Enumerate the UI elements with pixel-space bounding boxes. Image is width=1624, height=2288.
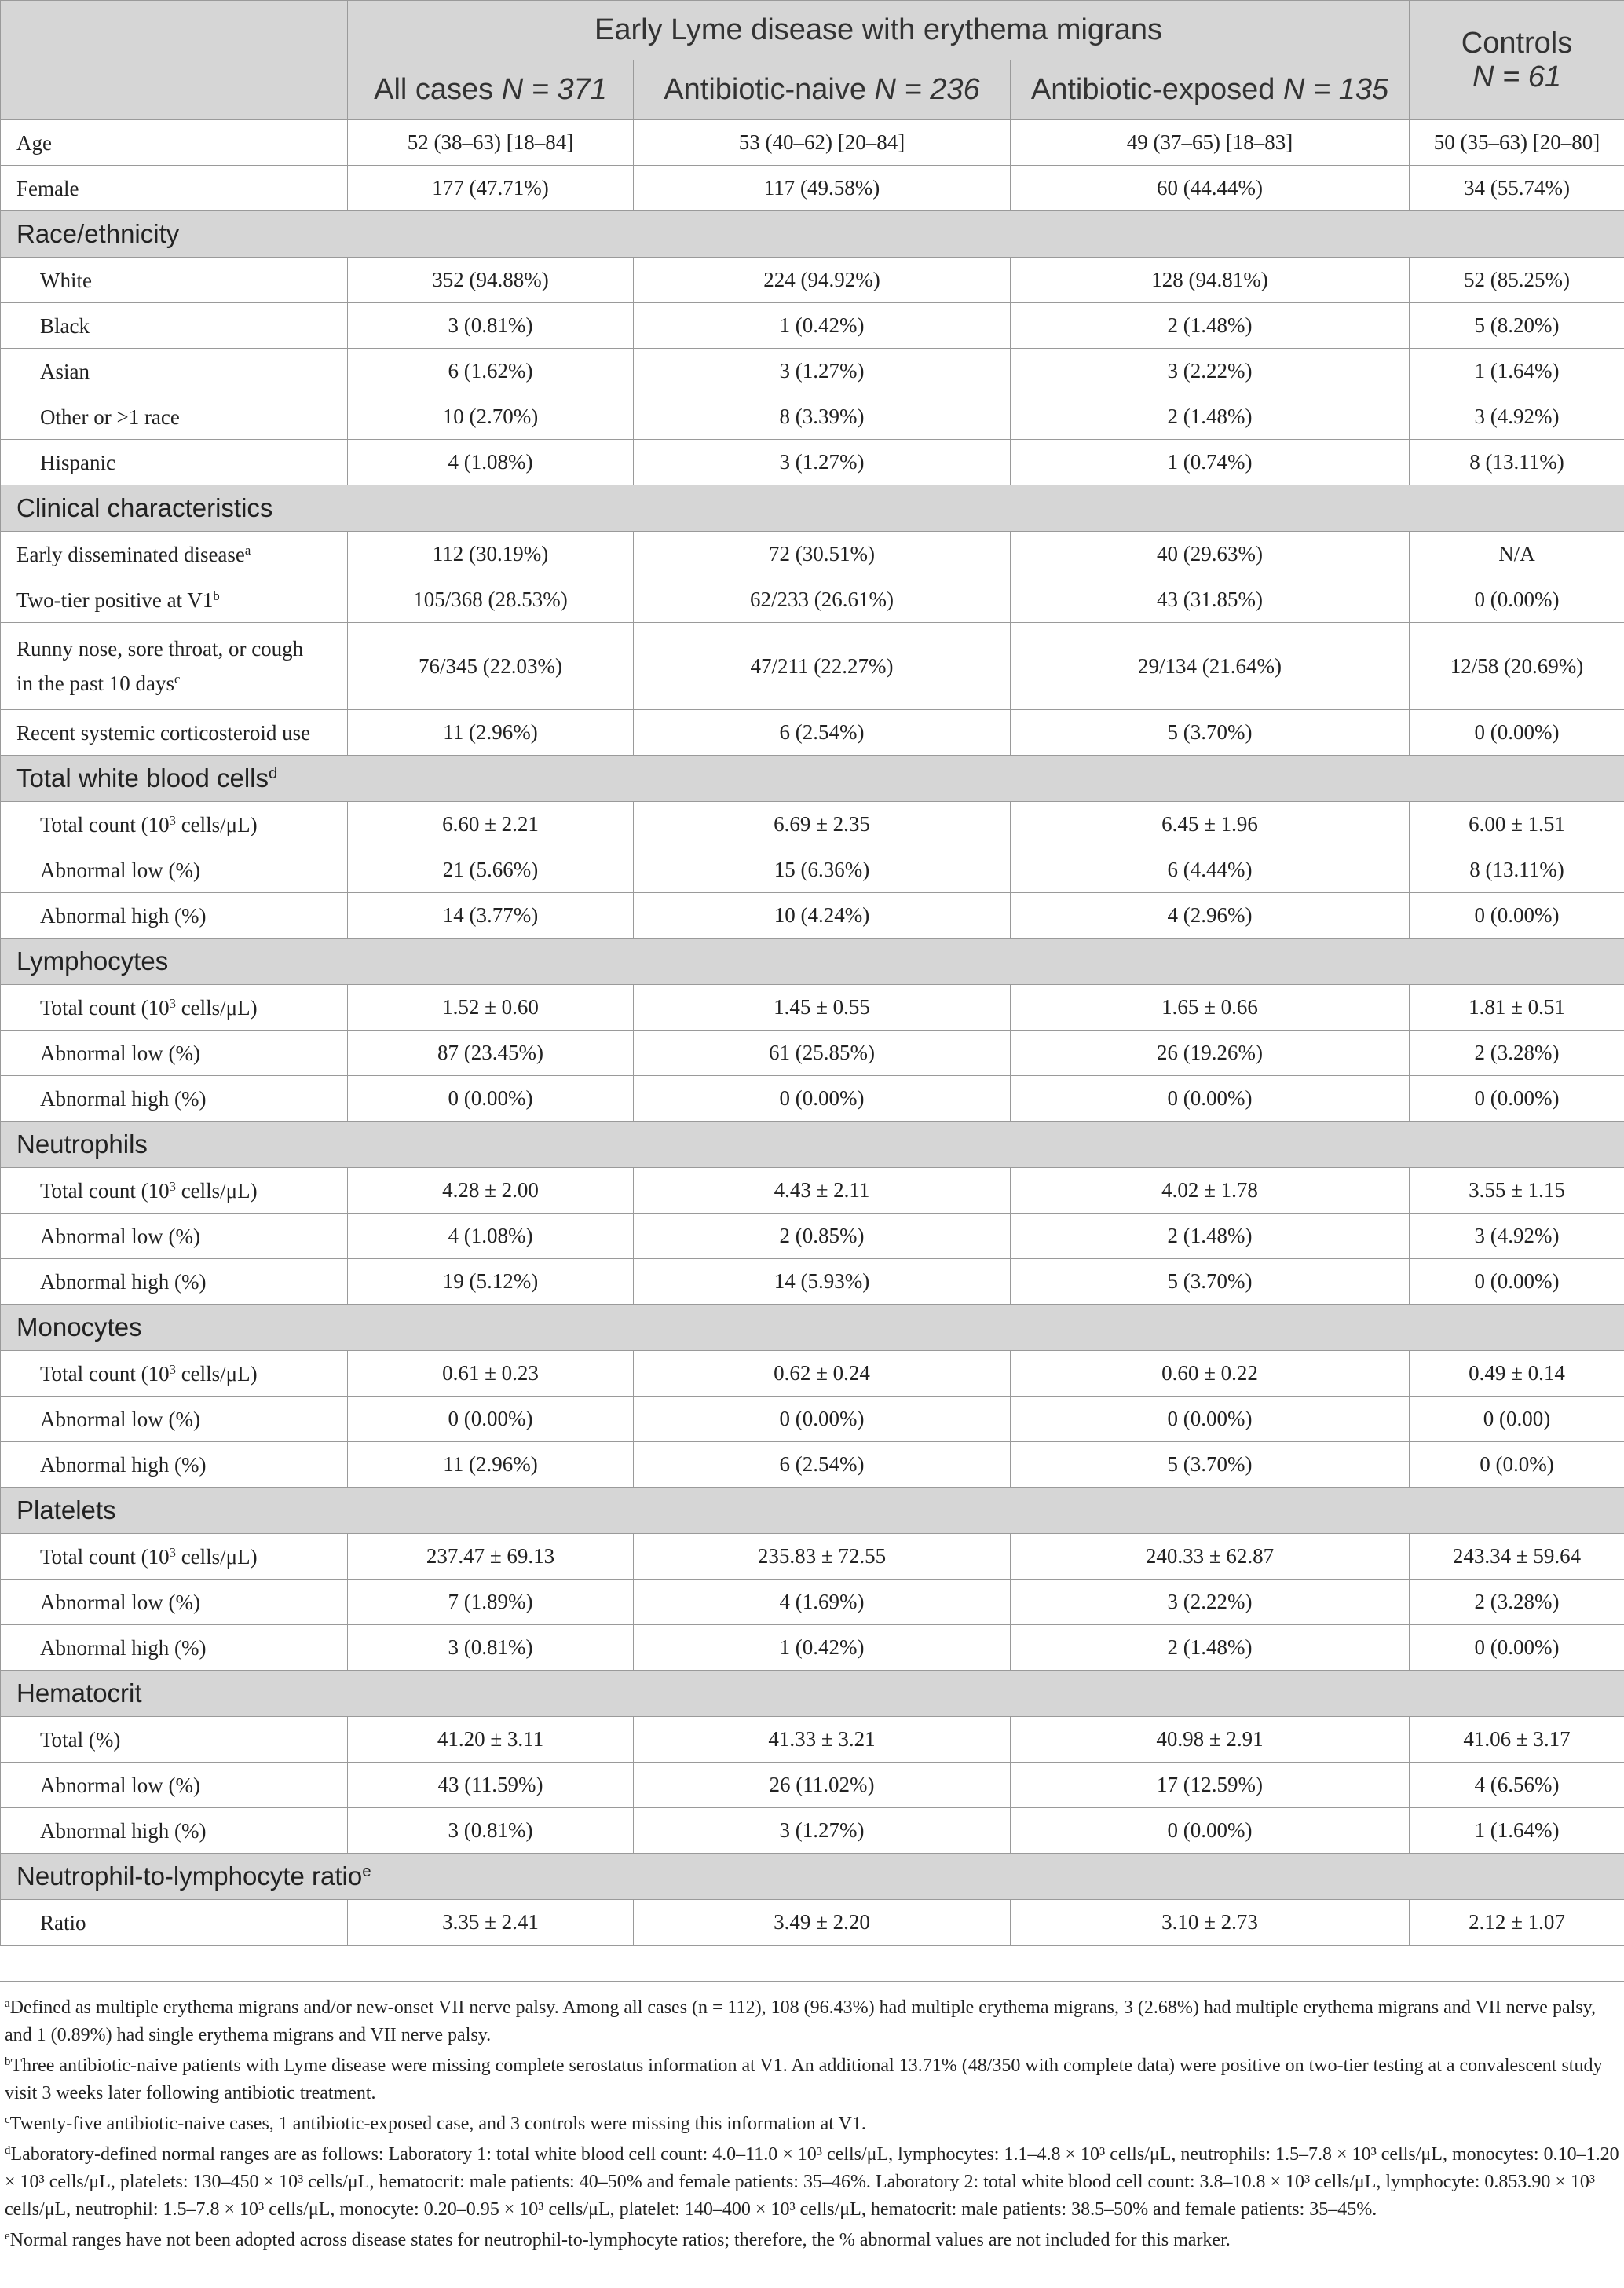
cell-all-cases: 76/345 (22.03%) — [348, 623, 634, 710]
cell-antibiotic-naive: 72 (30.51%) — [634, 532, 1011, 577]
cell-controls: 3.55 ± 1.15 — [1410, 1168, 1624, 1214]
row-label: White — [1, 258, 348, 303]
cell-controls: 0 (0.00%) — [1410, 577, 1624, 623]
cell-controls: 0 (0.0%) — [1410, 1442, 1624, 1488]
row-label: Abnormal low (%) — [1, 1397, 348, 1442]
cell-all-cases: 3 (0.81%) — [348, 303, 634, 349]
table-row — [1, 1351, 1624, 1397]
header-controls-n: N = 61 — [1472, 60, 1562, 93]
row-label: Two-tier positive at V1$^b$ — [1, 577, 348, 623]
section-title: Race/ethnicity — [1, 211, 1624, 258]
cell-all-cases: 105/368 (28.53%) — [348, 577, 634, 623]
table-footnotes — [0, 1981, 1624, 2257]
cell-antibiotic-exposed: 0 (0.00%) — [1011, 1397, 1410, 1442]
cell-antibiotic-exposed: 128 (94.81%) — [1011, 258, 1410, 303]
cell-antibiotic-exposed: 2 (1.48%) — [1011, 303, 1410, 349]
footnote-b: $^b$Three antibiotic-naive patients with Lyme disease were missing complete serostatus information at V1. An additional 13.71% (48/350 with complete data) were positive on two-tier testing at a convalescent study visit 3 weeks later following antibiotic treatment. — [5, 2055, 1603, 2103]
cell-all-cases: 21 (5.66%) — [348, 847, 634, 893]
cell-antibiotic-exposed: 29/134 (21.64%) — [1011, 623, 1410, 710]
cell-antibiotic-naive: 3.49 ± 2.20 — [634, 1900, 1011, 1946]
cell-all-cases: 14 (3.77%) — [348, 893, 634, 939]
footnote-a: $^a$Defined as multiple erythema migrans and/or new-onset VII nerve palsy. Among all cases (n = 112), 108 (96.43%) had multiple erythema migrans, 3 (2.68%) had multiple erythema migrans and VII nerve palsy, and 1 (0.89%) had single erythema migrans and VII nerve palsy. — [5, 1997, 1597, 2045]
row-label: Asian — [1, 349, 348, 394]
cell-antibiotic-exposed: 17 (12.59%) — [1011, 1763, 1410, 1808]
table-row — [1, 1808, 1624, 1854]
cell-all-cases: 19 (5.12%) — [348, 1259, 634, 1305]
cell-antibiotic-exposed: 0 (0.00%) — [1011, 1808, 1410, 1854]
table-row — [1, 623, 1624, 710]
cell-antibiotic-naive: 53 (40–62) [20–84] — [634, 120, 1011, 166]
cell-antibiotic-naive: 6 (2.54%) — [634, 710, 1011, 756]
footnote-e: $^e$Normal ranges have not been adopted across disease states for neutrophil-to-lymphocyte ratios; therefore, the % abnormal values are not included for this marker. — [5, 2229, 1231, 2250]
cell-all-cases: 237.47 ± 69.13 — [348, 1534, 634, 1580]
cell-antibiotic-naive: 62/233 (26.61%) — [634, 577, 1011, 623]
cell-controls: 8 (13.11%) — [1410, 440, 1624, 485]
cell-antibiotic-naive: 41.33 ± 3.21 — [634, 1717, 1011, 1763]
cell-all-cases: 4 (1.08%) — [348, 1214, 634, 1259]
cell-antibiotic-exposed: 4 (2.96%) — [1011, 893, 1410, 939]
cell-antibiotic-exposed: 1.65 ± 0.66 — [1011, 985, 1410, 1031]
header-controls — [1410, 1, 1624, 120]
cell-controls: 4 (6.56%) — [1410, 1763, 1624, 1808]
section-title: Clinical characteristics — [1, 485, 1624, 532]
section-title: Neutrophils — [1, 1122, 1624, 1168]
table-row — [1, 847, 1624, 893]
cell-controls: 2.12 ± 1.07 — [1410, 1900, 1624, 1946]
table-row — [1, 166, 1624, 211]
cell-antibiotic-naive: 10 (4.24%) — [634, 893, 1011, 939]
row-label: Abnormal low (%) — [1, 1580, 348, 1625]
cell-antibiotic-exposed: 240.33 ± 62.87 — [1011, 1534, 1410, 1580]
table-row — [1, 1534, 1624, 1580]
cell-antibiotic-exposed: 5 (3.70%) — [1011, 1259, 1410, 1305]
table-row — [1, 1580, 1624, 1625]
cell-antibiotic-exposed: 26 (19.26%) — [1011, 1031, 1410, 1076]
table-row — [1, 532, 1624, 577]
cell-antibiotic-exposed: 4.02 ± 1.78 — [1011, 1168, 1410, 1214]
cell-controls: 41.06 ± 3.17 — [1410, 1717, 1624, 1763]
cell-all-cases: 11 (2.96%) — [348, 1442, 634, 1488]
cell-all-cases: 7 (1.89%) — [348, 1580, 634, 1625]
cell-antibiotic-exposed: 60 (44.44%) — [1011, 166, 1410, 211]
cell-controls: 2 (3.28%) — [1410, 1031, 1624, 1076]
row-label: Abnormal high (%) — [1, 1442, 348, 1488]
table-row — [1, 440, 1624, 485]
cell-antibiotic-naive: 1.45 ± 0.55 — [634, 985, 1011, 1031]
section-header — [1, 756, 1624, 802]
cell-controls: 6.00 ± 1.51 — [1410, 802, 1624, 847]
cell-all-cases: 10 (2.70%) — [348, 394, 634, 440]
cell-controls: 0 (0.00%) — [1410, 1076, 1624, 1122]
cell-controls: 50 (35–63) [20–80] — [1410, 120, 1624, 166]
cell-all-cases: 0.61 ± 0.23 — [348, 1351, 634, 1397]
cell-controls: 243.34 ± 59.64 — [1410, 1534, 1624, 1580]
section-header — [1, 1488, 1624, 1534]
table-row — [1, 394, 1624, 440]
row-label: Age — [1, 120, 348, 166]
cell-all-cases: 52 (38–63) [18–84] — [348, 120, 634, 166]
cell-all-cases: 43 (11.59%) — [348, 1763, 634, 1808]
cell-antibiotic-exposed: 40 (29.63%) — [1011, 532, 1410, 577]
row-label: Abnormal high (%) — [1, 1808, 348, 1854]
cell-antibiotic-exposed: 5 (3.70%) — [1011, 710, 1410, 756]
cell-all-cases: 87 (23.45%) — [348, 1031, 634, 1076]
table-row — [1, 1625, 1624, 1671]
cell-all-cases: 11 (2.96%) — [348, 710, 634, 756]
section-title: Monocytes — [1, 1305, 1624, 1351]
table-row — [1, 577, 1624, 623]
row-label: Runny nose, sore throat, or cough in the past 10 days$^c$ — [1, 623, 348, 710]
cell-antibiotic-naive: 4 (1.69%) — [634, 1580, 1011, 1625]
cell-antibiotic-exposed: 0.60 ± 0.22 — [1011, 1351, 1410, 1397]
cell-controls: 0 (0.00%) — [1410, 1259, 1624, 1305]
cell-antibiotic-naive: 61 (25.85%) — [634, 1031, 1011, 1076]
cell-controls: 0 (0.00%) — [1410, 710, 1624, 756]
table-row — [1, 303, 1624, 349]
cell-antibiotic-exposed: 1 (0.74%) — [1011, 440, 1410, 485]
cell-antibiotic-exposed: 43 (31.85%) — [1011, 577, 1410, 623]
table-row — [1, 349, 1624, 394]
table-row — [1, 1214, 1624, 1259]
cell-controls: 8 (13.11%) — [1410, 847, 1624, 893]
cell-antibiotic-naive: 15 (6.36%) — [634, 847, 1011, 893]
table-row — [1, 1717, 1624, 1763]
cell-antibiotic-naive: 4.43 ± 2.11 — [634, 1168, 1011, 1214]
table-header — [1, 1, 1624, 120]
cell-all-cases: 0 (0.00%) — [348, 1076, 634, 1122]
cell-antibiotic-exposed: 6.45 ± 1.96 — [1011, 802, 1410, 847]
cell-all-cases: 6.60 ± 2.21 — [348, 802, 634, 847]
table-row — [1, 802, 1624, 847]
section-title: Neutrophil-to-lymphocyte ratio$^e$ — [1, 1854, 1624, 1900]
table-row — [1, 1397, 1624, 1442]
cell-all-cases: 3 (0.81%) — [348, 1808, 634, 1854]
row-label: Other or >1 race — [1, 394, 348, 440]
footnote-d: $^d$Laboratory-defined normal ranges are as follows: Laboratory 1: total white blood cell count: 4.0–11.0 × 10³ cells/μL, lymphocytes: 1.1–4.8 × 10³ cells/μL, neutrophils: 1.5–7.8 × 10³ cells/μL, monocytes: 0.10–1.20 × 10³ cells/μL, platelets: 130–450 × 10³ cells/μL, hematocrit: male patients: 40–50% and female patients: 35–46%. Laboratory 2: total white blood cell count: 3.8–10.8 × 10³ cells/μL, lymphocyte: 0.853.90 × 10³ cells/μL, neutrophil: 1.5–7.8 × 10³ cells/μL, monocyte: 0.20–0.95 × 10³ cells/μL, platelet: 140–400 × 10³ cells/μL, hematocrit: male patients: 38.5–50% and female patients: 35–45%. — [5, 2143, 1619, 2220]
cell-antibiotic-exposed: 3 (2.22%) — [1011, 1580, 1410, 1625]
section-header — [1, 939, 1624, 985]
row-label: Total (%) — [1, 1717, 348, 1763]
cell-all-cases: 4 (1.08%) — [348, 440, 634, 485]
row-label: Abnormal low (%) — [1, 1031, 348, 1076]
table-row — [1, 1076, 1624, 1122]
cell-antibiotic-naive: 1 (0.42%) — [634, 1625, 1011, 1671]
section-header — [1, 1305, 1624, 1351]
table-row — [1, 1900, 1624, 1946]
table-row — [1, 710, 1624, 756]
cell-antibiotic-exposed: 5 (3.70%) — [1011, 1442, 1410, 1488]
header-group-title: Early Lyme disease with erythema migrans — [348, 1, 1410, 60]
row-label: Female — [1, 166, 348, 211]
cell-antibiotic-naive: 235.83 ± 72.55 — [634, 1534, 1011, 1580]
row-label: Abnormal low (%) — [1, 847, 348, 893]
cell-controls: 1 (1.64%) — [1410, 1808, 1624, 1854]
cell-antibiotic-exposed: 2 (1.48%) — [1011, 1214, 1410, 1259]
cell-all-cases: 177 (47.71%) — [348, 166, 634, 211]
table-row — [1, 893, 1624, 939]
row-label: Black — [1, 303, 348, 349]
table-row — [1, 1442, 1624, 1488]
cell-controls: 3 (4.92%) — [1410, 394, 1624, 440]
cell-antibiotic-naive: 47/211 (22.27%) — [634, 623, 1011, 710]
row-label: Total count ($10^3$ cells/μL) — [1, 1351, 348, 1397]
row-label: Abnormal high (%) — [1, 1625, 348, 1671]
table-row — [1, 1259, 1624, 1305]
table-row — [1, 120, 1624, 166]
cell-antibiotic-exposed: 2 (1.48%) — [1011, 1625, 1410, 1671]
cell-all-cases: 3 (0.81%) — [348, 1625, 634, 1671]
cell-all-cases: 1.52 ± 0.60 — [348, 985, 634, 1031]
table-row — [1, 985, 1624, 1031]
cell-antibiotic-naive: 0 (0.00%) — [634, 1397, 1011, 1442]
row-label: Abnormal low (%) — [1, 1214, 348, 1259]
cell-all-cases: 3.35 ± 2.41 — [348, 1900, 634, 1946]
row-label: Abnormal low (%) — [1, 1763, 348, 1808]
header-antibiotic-naive: Antibiotic-naive N = 236 — [634, 60, 1011, 120]
section-title: Hematocrit — [1, 1671, 1624, 1717]
cell-antibiotic-exposed: 3 (2.22%) — [1011, 349, 1410, 394]
cell-controls: 2 (3.28%) — [1410, 1580, 1624, 1625]
cell-antibiotic-exposed: 3.10 ± 2.73 — [1011, 1900, 1410, 1946]
cell-antibiotic-exposed: 40.98 ± 2.91 — [1011, 1717, 1410, 1763]
header-blank — [1, 1, 348, 120]
cell-controls: 34 (55.74%) — [1410, 166, 1624, 211]
cell-all-cases: 112 (30.19%) — [348, 532, 634, 577]
row-label: Hispanic — [1, 440, 348, 485]
cell-antibiotic-naive: 2 (0.85%) — [634, 1214, 1011, 1259]
table-row — [1, 258, 1624, 303]
cell-all-cases: 6 (1.62%) — [348, 349, 634, 394]
row-label: Total count ($10^3$ cells/μL) — [1, 802, 348, 847]
cell-antibiotic-naive: 3 (1.27%) — [634, 1808, 1011, 1854]
table-row — [1, 1168, 1624, 1214]
cell-antibiotic-naive: 3 (1.27%) — [634, 440, 1011, 485]
cell-controls: 0 (0.00%) — [1410, 893, 1624, 939]
cell-antibiotic-naive: 0.62 ± 0.24 — [634, 1351, 1011, 1397]
cell-all-cases: 4.28 ± 2.00 — [348, 1168, 634, 1214]
header-antibiotic-exposed: Antibiotic-exposed N = 135 — [1011, 60, 1410, 120]
cell-controls: 0 (0.00) — [1410, 1397, 1624, 1442]
cell-antibiotic-naive: 117 (49.58%) — [634, 166, 1011, 211]
table-row — [1, 1763, 1624, 1808]
header-all-cases: All cases N = 371 — [348, 60, 634, 120]
footnote-c: $^c$Twenty-five antibiotic-naive cases, 1 antibiotic-exposed case, and 3 controls were missing this information at V1. — [5, 2113, 866, 2134]
cell-antibiotic-exposed: 6 (4.44%) — [1011, 847, 1410, 893]
cell-controls: 5 (8.20%) — [1410, 303, 1624, 349]
row-label: Total count ($10^3$ cells/μL) — [1, 1534, 348, 1580]
header-controls-title: Controls — [1461, 26, 1573, 60]
section-title: Platelets — [1, 1488, 1624, 1534]
row-label: Recent systemic corticosteroid use — [1, 710, 348, 756]
row-label: Abnormal high (%) — [1, 1076, 348, 1122]
table-row — [1, 1031, 1624, 1076]
section-header — [1, 211, 1624, 258]
cell-controls: 3 (4.92%) — [1410, 1214, 1624, 1259]
cell-all-cases: 41.20 ± 3.11 — [348, 1717, 634, 1763]
table-body — [1, 120, 1624, 1946]
cell-antibiotic-naive: 0 (0.00%) — [634, 1076, 1011, 1122]
section-header — [1, 485, 1624, 532]
row-label: Abnormal high (%) — [1, 1259, 348, 1305]
cell-antibiotic-naive: 3 (1.27%) — [634, 349, 1011, 394]
section-header — [1, 1671, 1624, 1717]
cell-antibiotic-naive: 6.69 ± 2.35 — [634, 802, 1011, 847]
section-title: Lymphocytes — [1, 939, 1624, 985]
cell-controls: 0 (0.00%) — [1410, 1625, 1624, 1671]
cell-controls: 1 (1.64%) — [1410, 349, 1624, 394]
cell-controls: N/A — [1410, 532, 1624, 577]
row-label: Abnormal high (%) — [1, 893, 348, 939]
cell-all-cases: 352 (94.88%) — [348, 258, 634, 303]
row-label: Early disseminated disease$^a$ — [1, 532, 348, 577]
cell-controls: 0.49 ± 0.14 — [1410, 1351, 1624, 1397]
section-title: Total white blood cells$^d$ — [1, 756, 1624, 802]
cell-all-cases: 0 (0.00%) — [348, 1397, 634, 1442]
cell-antibiotic-naive: 14 (5.93%) — [634, 1259, 1011, 1305]
cell-antibiotic-naive: 8 (3.39%) — [634, 394, 1011, 440]
cell-controls: 12/58 (20.69%) — [1410, 623, 1624, 710]
cell-antibiotic-naive: 26 (11.02%) — [634, 1763, 1011, 1808]
cell-antibiotic-naive: 6 (2.54%) — [634, 1442, 1011, 1488]
row-label: Total count ($10^3$ cells/μL) — [1, 1168, 348, 1214]
cell-controls: 1.81 ± 0.51 — [1410, 985, 1624, 1031]
section-header — [1, 1122, 1624, 1168]
cell-antibiotic-exposed: 2 (1.48%) — [1011, 394, 1410, 440]
section-header — [1, 1854, 1624, 1900]
cell-antibiotic-naive: 224 (94.92%) — [634, 258, 1011, 303]
cell-antibiotic-exposed: 0 (0.00%) — [1011, 1076, 1410, 1122]
row-label: Total count ($10^3$ cells/μL) — [1, 985, 348, 1031]
cell-controls: 52 (85.25%) — [1410, 258, 1624, 303]
cell-antibiotic-exposed: 49 (37–65) [18–83] — [1011, 120, 1410, 166]
row-label: Ratio — [1, 1900, 348, 1946]
cell-antibiotic-naive: 1 (0.42%) — [634, 303, 1011, 349]
